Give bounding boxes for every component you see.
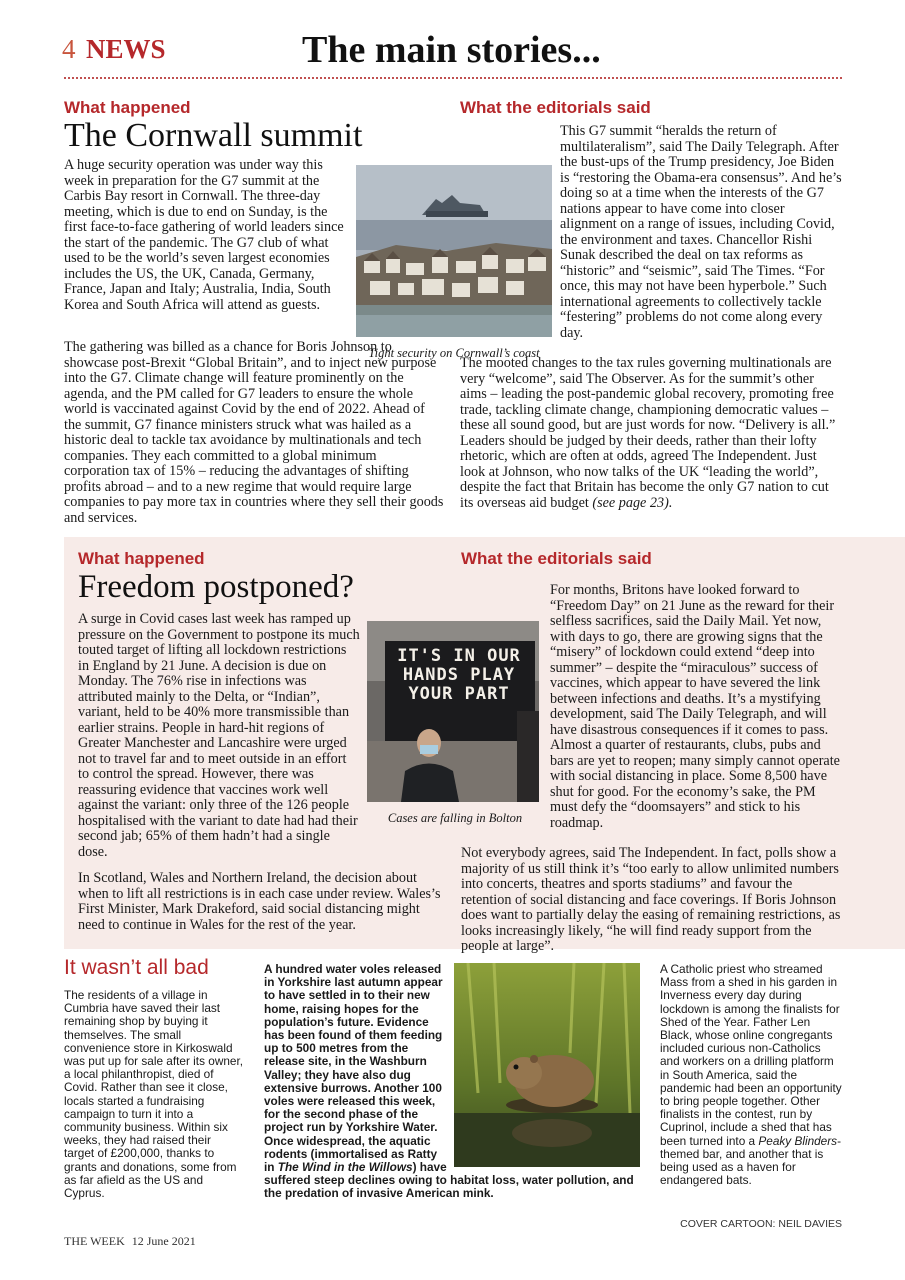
notbad-column-3-end: -themed bar, and another that is being used as a haven for endangered bats. [660,1133,842,1188]
cornwall-paragraph-1: A huge security operation was under way this week in preparation for the G7 summit at the Carbis Bay resort in Cornwall. The three-day meeting, which is due to end on Sunday, is the first face-to-face gathering of world leaders since the start of the pandemic. The G7 club of what used to be the world’s seven largest economies includes the US, the UK, Canada, Germany, France, Japan and Italy; Australia, India, South Korea and South Africa will attend as guests. [64,157,344,313]
cornwall-kicker: What happened [64,98,191,117]
cornwall-body-top [64,158,348,328]
notbad-column-3 [660,963,842,1187]
footer-folio [64,1234,196,1249]
freedom-paragraph-2: In Scotland, Wales and Northern Ireland, the decision about when to lift all restrictions is in each case under review. Wales’s First Minister, Mark Drakeford, said social distancing might need to continue in Wales for the rest of the year. [78,870,441,933]
cover-credit: COVER CARTOON: NEIL DAVIES [680,1218,842,1230]
page-title: The main stories... [302,29,601,71]
notbad-column-2-text: A hundred water voles released in Yorkshire last autumn appear to have settled in to their new home, raising hopes for the population’s future. Evidence has been found of them feeding up to 500 metres from the release site, in the Washburn Valley; they have also dug extensive burrows. Another 100 voles were released this week, for the second phase of the project run by Yorkshire Water. Once widespread, the aquatic rodents (immortalised as Ratty in [264,962,443,1175]
section-label: NEWS [86,34,166,64]
notbad-column-1: The residents of a village in Cumbria have saved their last remaining shop by buying it themselves. The small convenience store in Kirkoswald was put up for sale after its owner, a local philanthropist, died of Covid. Rather than see it close, locals started a fundraising campaign to turn it into a community business. Within six weeks, they had raised their target of £200,000, thanks to grants and donations, some from as far afield as the US and Cyprus. [64,988,244,1201]
freedom-kicker: What happened [78,549,205,568]
publication-name: THE WEEK [64,1234,125,1248]
notbad-column-2-end: ) have suffered steep declines owing to habitat loss, water pollution, and the predation of invasive American mink. [264,1160,634,1201]
cornwall-paragraph-2: The gathering was billed as a chance for Boris Johnson to showcase post-Brexit “Global Britain”, and to inject new purpose into the G7. Climate change will feature prominently on the agenda, and the PM called for G7 leaders to ensure the whole world is vaccinated against Covid by the end of 2022. Ahead of the summit, G7 finance ministers struck what was hailed as a historic deal to tackle tax avoidance by multinationals and tech companies. They each committed to a global minimum corporation tax of 15% – reducing the advantages of shifting profits abroad – and to a new regime that would require large companies to pay more tax in countries where they sell their goods and services. [64,339,444,526]
freedom-editorial-paragraph-1: For months, Britons have looked forward to “Freedom Day” on 21 June as the reward for their selfless sacrifices, said the Daily Mail. Yet now, with days to go, there are growing signs that the “misery” of lockdown could extend “deep into summer” – despite the “miraculous” success of vaccines, which appear to have severed the link between infections and deaths. It’s a mystifying development, said The Daily Telegraph, and will have disastrous consequences if it comes to pass. Almost a quarter of restaurants, clubs, pubs and bars are yet to reopen; many simply cannot operate with social distancing in place. Some 8,500 have shut for good. For the economy’s sake, the PM must defy the “doomsayers” and stick to his roadmap. [550,582,840,831]
header-divider [64,77,842,79]
cornwall-headline: The Cornwall summit [64,117,363,154]
freedom-headline: Freedom postponed? [78,569,354,605]
notbad-kicker: It wasn’t all bad [64,956,209,979]
freedom-sign-text: IT'S IN OUR HANDS PLAY YOUR PART [397,646,521,704]
freedom-editorials-text [461,583,843,955]
freedom-editorial-paragraph-2: Not everybody agrees, said The Independent. In fact, polls show a majority of us still think it’s “too early to allow unlimited numbers into concerts, theatres and sports stadiums” and favour the retention of social distancing and face coverings. If Boris Johnson does want to partially delay the easing of remaining restrictions, as looks increasingly likely, “he will find ready support from the people at large”. [461,845,841,954]
cornwall-caption: Tight security on Cornwall’s coast [368,346,540,360]
notbad-column-3-text: A Catholic priest who streamed Mass from a shed in his garden in Inverness every day during lockdown is among the finalists for Shed of the Year. Father Len Black, whose online congregants included curious non-Catholics and workers on a drilling platform in South America, said the pandemic had been an opportunity to bring people together. Other finalists in the contest, run by Cuprinol, include a shed that has been turned into a [660,962,842,1148]
page-number: 4 [62,34,76,64]
cornwall-body-bottom [64,340,444,541]
freedom-body-bottom [78,871,450,948]
cornwall-editorials-text [460,124,842,511]
notbad-show-title: Peaky Blinders [758,1133,838,1148]
cornwall-editorial-paragraph-1: This G7 summit “heralds the return of multilateralism”, said The Daily Telegraph. After the bust-ups of the Trump presidency, Joe Biden is “restoring the Obama-era consensus”. And he’s doing so at a time when the interests of the G7 nations appear to have come into closer alignment on a range of issues, including Covid, the environment and taxes. Chancellor Rishi Sunak described the deal on tax reforms as “historic” and “seismic”, said The Times. “For once, this may not have been hyperbole.” Such international agreements to collectively tackle “festering” problems do not come along every day. [560,123,842,341]
notbad-book-title: The Wind in the Willows [277,1160,413,1175]
freedom-editorials-kicker: What the editorials said [461,549,652,568]
water-vole-photo [454,963,640,1167]
page-header [62,28,842,78]
issue-date: 12 June 2021 [131,1234,196,1248]
freedom-caption: Cases are falling in Bolton [387,811,523,825]
cornwall-page-reference: (see page 23). [592,494,673,511]
freedom-paragraph-1: A surge in Covid cases last week has ramped up pressure on the Government to postpone its much touted target of lifting all lockdown restrictions in England by 21 June. A decision is due on Monday. The 76% rise in infections was attributed mainly to the Delta, or “Indian”, variant, held to be 40% more transmissible than earlier strains. People in hard-hit regions of Greater Manchester and Lancashire were urged not to travel far and to meet outside in an effort to control the spread. However, there was reassuring evidence that vaccines work well against the variant: only three of the 126 people hospitalised with the variant to date had had their second jab; 65% of them hadn’t had a single dose. [78,611,360,860]
cornwall-editorial-paragraph-2: The mooted changes to the tax rules governing multinationals are very “welcome”, said The Observer. As for the summit’s other aims – leading the post-pandemic global recovery, promoting free trade, tackling climate change, championing democratic values – these all sound good, but are just words for now. “Delivery is all.” Leaders should be judged by their deeds, rather than their lofty rhetoric, which are often at odds, agreed The Independent. Just look at Johnson, who now talks of the UK “leading the world”, despite the fact that Britain has become the only G7 nation to cut its overseas aid budget [460,355,836,511]
cornwall-editorials-kicker: What the editorials said [460,98,651,117]
freedom-body-top [78,612,360,875]
